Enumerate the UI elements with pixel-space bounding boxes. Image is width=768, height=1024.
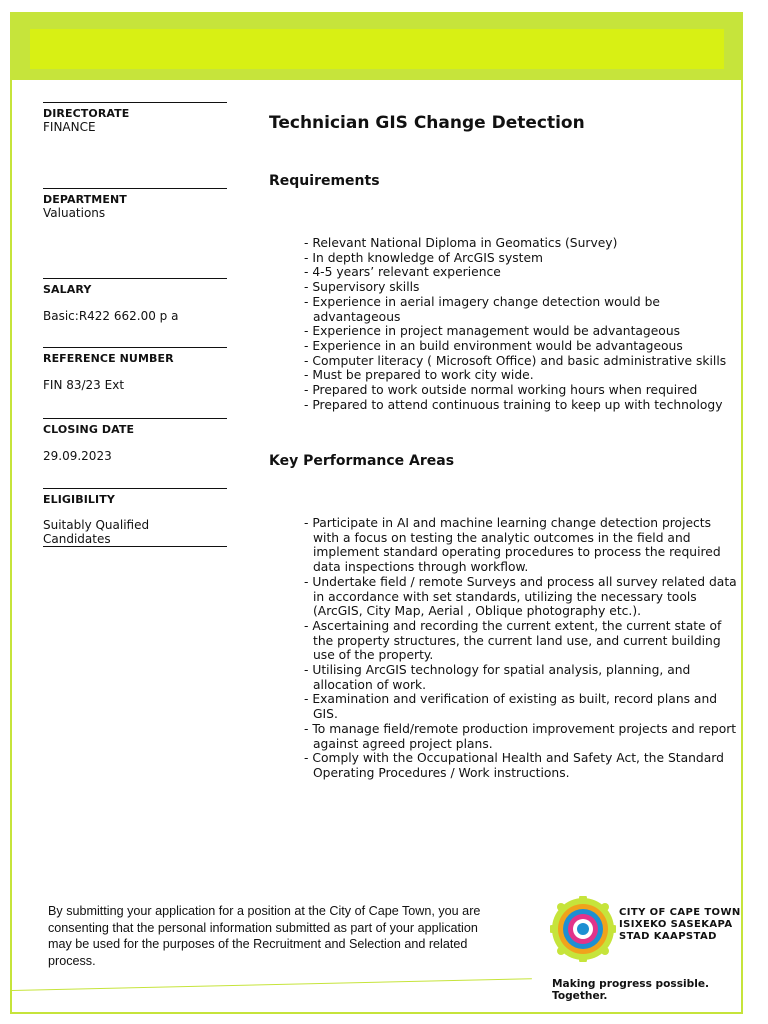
eligibility-value-line1: Suitably Qualified [43, 518, 150, 532]
eligibility-label: ELIGIBILITY [43, 493, 115, 506]
job-title: Technician GIS Change Detection [269, 113, 585, 133]
list-item: - In depth knowledge of ArcGIS system [304, 251, 744, 266]
list-item: - Undertake field / remote Surveys and process all survey related data in accordance with set standards, utilizing the necessary tools (ArcGIS, City Map, Aerial , Oblique photography etc.). [304, 575, 738, 619]
divider [43, 418, 227, 419]
divider [43, 488, 227, 489]
logo-line-3: STAD KAAPSTAD [619, 931, 717, 943]
header-band-inner [30, 29, 724, 69]
list-item: - Computer literacy ( Microsoft Office) and basic administrative skills [304, 354, 744, 369]
reference-label: REFERENCE NUMBER [43, 352, 174, 365]
list-item: - Participate in AI and machine learning change detection projects with a focus on testing the analytic outcomes in the field and implement standard operating procedures to process the required data inspections through workflow. [304, 516, 738, 575]
requirements-heading: Requirements [269, 173, 380, 189]
reference-value: FIN 83/23 Ext [43, 378, 125, 392]
department-section [43, 188, 227, 220]
eligibility-value-line2: Candidates [43, 532, 227, 547]
requirements-list [304, 236, 744, 412]
list-item: - Experience in an build environment would be advantageous [304, 339, 744, 354]
salary-section [43, 278, 227, 323]
list-item: - Prepared to attend continuous training to keep up with technology [304, 398, 744, 413]
reference-section [43, 347, 227, 392]
directorate-value: FINANCE [43, 120, 96, 134]
eligibility-section [43, 488, 227, 547]
directorate-section [43, 102, 227, 134]
list-item: - Must be prepared to work city wide. [304, 368, 744, 383]
divider [43, 347, 227, 348]
department-label: DEPARTMENT [43, 193, 127, 206]
list-item: - Examination and verification of existing as built, record plans and GIS. [304, 692, 738, 721]
divider [43, 102, 227, 103]
list-item: - Experience in project management would be advantageous [304, 324, 744, 339]
divider [43, 188, 227, 189]
list-item: - 4-5 years’ relevant experience [304, 265, 744, 280]
city-emblem-icon [550, 896, 616, 962]
list-item: - Supervisory skills [304, 280, 744, 295]
list-item: - Prepared to work outside normal working hours when required [304, 383, 744, 398]
directorate-label: DIRECTORATE [43, 107, 130, 120]
kpa-heading: Key Performance Areas [269, 453, 455, 469]
department-value: Valuations [43, 206, 106, 220]
list-item: - Experience in aerial imagery change detection would be advantageous [304, 295, 744, 324]
kpa-list [304, 516, 738, 781]
closing-date-label: CLOSING DATE [43, 423, 135, 436]
salary-value: Basic:R422 662.00 p a [43, 309, 179, 323]
consent-notice: By submitting your application for a position at the City of Cape Town, you are consenting that the personal information submitted as part of your application may be used for the purposes of the Recruitment and Selection and related process. [48, 904, 481, 968]
list-item: - To manage field/remote production improvement projects and report against agreed project plans. [304, 722, 738, 751]
closing-date-value: 29.09.2023 [43, 449, 112, 463]
list-item: - Comply with the Occupational Health and Safety Act, the Standard Operating Procedures / Work instructions. [304, 751, 738, 780]
list-item: - Relevant National Diploma in Geomatics (Survey) [304, 236, 744, 251]
city-logo-text [619, 907, 741, 944]
divider [43, 278, 227, 279]
tagline: Making progress possible. Together. [552, 978, 710, 1002]
logo-line-2: ISIXEKO SASEKAPA [619, 919, 733, 931]
list-item: - Utilising ArcGIS technology for spatial analysis, planning, and allocation of work. [304, 663, 738, 692]
logo-line-1: CITY OF CAPE TOWN [619, 907, 741, 918]
closing-date-section [43, 418, 227, 463]
salary-label: SALARY [43, 283, 92, 296]
list-item: - Ascertaining and recording the current extent, the current state of the property structures, the current land use, and current building use of the property. [304, 619, 738, 663]
